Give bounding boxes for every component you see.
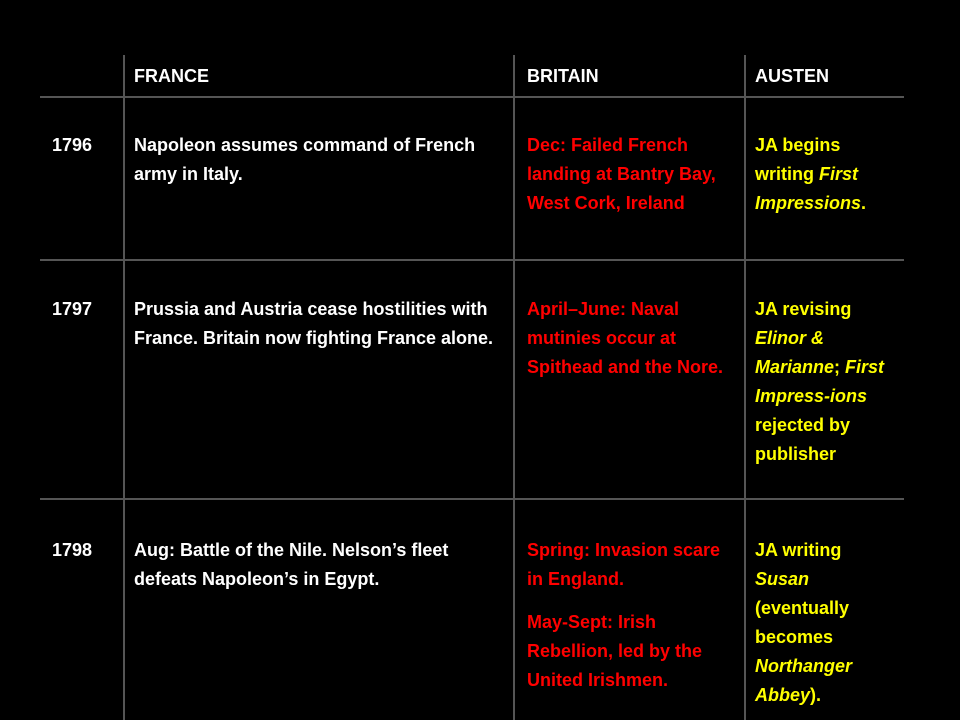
header-austen: AUSTEN — [755, 66, 830, 86]
france-1798: Aug: Battle of the Nile. Nelson’s fleet defeats Napoleon’s in Egypt. — [134, 540, 449, 589]
column-divider-3 — [744, 55, 746, 720]
france-1796: Napoleon assumes command of French army in Italy. — [134, 135, 476, 184]
row-rule-2 — [40, 498, 904, 500]
britain-1798 — [527, 536, 737, 695]
header-rule — [40, 96, 904, 98]
austen-1796-title: First Impressions — [755, 164, 862, 213]
year-1796: 1796 — [52, 135, 93, 155]
britain-1797: April–June: Naval mutinies occur at Spithead and the Nore. — [527, 299, 724, 377]
austen-1798-text-c: (eventually becomes — [755, 598, 850, 647]
austen-1797-text-c: ; — [834, 357, 846, 377]
britain-1796: Dec: Failed French landing at Bantry Bay, West Cork, Ireland — [527, 135, 716, 213]
france-1797: Prussia and Austria cease hostilities with France. Britain now fighting France alone. — [134, 299, 494, 348]
austen-1797-text-a: JA revising — [755, 299, 852, 319]
year-1797: 1797 — [52, 299, 93, 319]
header-britain: BRITAIN — [527, 66, 599, 86]
austen-1797-title-2: First Impress-ions — [755, 357, 885, 406]
column-divider-1 — [123, 55, 125, 720]
row-rule-1 — [40, 259, 904, 261]
austen-1798-text-e: ). — [810, 685, 822, 705]
britain-1798-para-2: May-Sept: Irish Rebellion, led by the United Irishmen. — [527, 612, 703, 690]
austen-1798-title-2: Northanger Abbey — [755, 656, 853, 705]
austen-1798-text-a: JA writing — [755, 540, 842, 560]
austen-1796-text-a: JA begins writing — [755, 135, 841, 184]
year-1798: 1798 — [52, 540, 93, 560]
austen-1797 — [755, 295, 900, 469]
austen-1797-text-e: rejected by publisher — [755, 415, 851, 464]
column-divider-2 — [513, 55, 515, 720]
britain-1798-gap — [527, 594, 737, 608]
austen-1798 — [755, 536, 895, 710]
austen-1798-title-1: Susan — [755, 569, 810, 589]
britain-1798-para-1: Spring: Invasion scare in England. — [527, 540, 721, 589]
header-france: FRANCE — [134, 66, 209, 86]
austen-1796 — [755, 131, 895, 218]
austen-1797-title-1: Elinor & Marianne — [755, 328, 835, 377]
austen-1796-text-c: . — [861, 193, 867, 213]
